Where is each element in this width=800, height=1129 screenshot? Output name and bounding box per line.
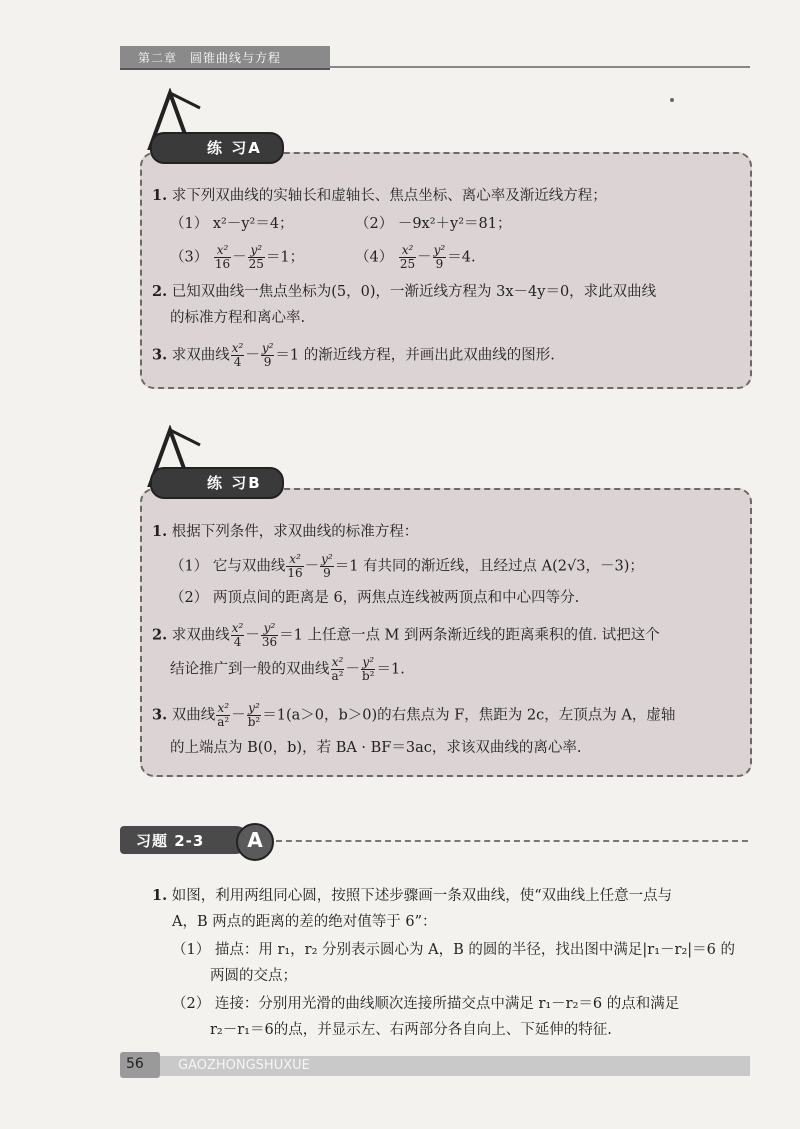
denominator: 4 <box>233 635 242 649</box>
page-number: 56 <box>126 1056 144 1072</box>
text: ＝1 的渐近线方程，并画出此双曲线的图形. <box>275 347 555 364</box>
ex-a-q2-line1: 已知双曲线一焦点坐标为(5，0)，一渐近线方程为 3x－4y＝0，求此双曲线 <box>171 284 657 300</box>
numerator: x² <box>286 553 303 567</box>
fraction <box>214 244 231 271</box>
minus: － <box>304 558 320 575</box>
text: ＝1 上任意一点 M 到两条渐近线的距离乘积的值. 试把这个 <box>279 627 660 644</box>
fraction <box>247 702 262 729</box>
numerator: y² <box>433 243 446 257</box>
ex-b-q3-line2: 的上端点为 B(0，b)，若 BA · BF＝3ac，求该双曲线的离心率. <box>170 740 582 756</box>
text: ＝1(a＞0，b＞0)的右焦点为 F，焦距为 2c，左顶点为 A，虚轴 <box>262 707 676 724</box>
text: 结论推广到一般的双曲线 <box>170 661 330 678</box>
hw-q1 <box>152 886 672 906</box>
hw-q1-step1-b: 两圆的交点； <box>210 968 297 984</box>
equals: ＝4. <box>447 249 476 266</box>
ex-a-q1-p2: （2） －9x²＋y²＝81； <box>355 216 512 232</box>
ex-a-q3-num: 3. <box>152 346 168 364</box>
text: ＝1. <box>376 661 405 678</box>
fraction <box>261 342 275 369</box>
chapter-title: 第二章 圆锥曲线与方程 <box>138 51 282 65</box>
denominator: 9 <box>263 355 272 369</box>
fraction <box>433 244 447 271</box>
homework-dashed-rule <box>276 840 748 842</box>
speck <box>670 98 674 102</box>
text: ＝1 有共同的渐近线，且经过点 A(2√3，－3)； <box>334 558 644 575</box>
homework-band <box>120 826 250 854</box>
fraction <box>399 244 416 271</box>
fraction <box>231 342 245 369</box>
denominator: 36 <box>261 635 278 649</box>
ex-b-q2 <box>152 622 660 649</box>
numerator: y² <box>248 701 260 715</box>
minus: － <box>245 347 260 364</box>
text: 双曲线 <box>171 707 216 724</box>
fraction <box>216 702 230 729</box>
ex-b-q2-line2 <box>170 656 405 683</box>
numerator: y² <box>261 622 278 636</box>
chapter-tab <box>120 46 330 70</box>
fraction <box>261 622 278 649</box>
homework-level-badge <box>236 823 274 861</box>
ex-b-q1-p2: （2） 两顶点间的距离是 6，两焦点连线被两顶点和中心四等分. <box>170 590 580 606</box>
exercise-a-title: 练 习A <box>207 139 262 157</box>
denominator: b² <box>247 715 261 729</box>
numerator: y² <box>321 552 333 566</box>
numerator: y² <box>248 244 265 258</box>
denominator: b² <box>361 669 375 683</box>
ex-a-q2-num: 2. <box>152 283 168 300</box>
minus: － <box>345 661 360 678</box>
hw-q1-line2: A，B 两点的距离的差的绝对值等于 6”： <box>172 914 437 930</box>
numerator: x² <box>231 341 244 355</box>
hw-q1-step2-b: r₂－r₁＝6的点，并显示左、右两部分各自向上、下延伸的特征. <box>210 1022 612 1038</box>
ex-b-q1-num: 1. <box>152 523 168 540</box>
numerator: x² <box>331 655 344 669</box>
text: （1） 它与双曲线 <box>170 558 286 575</box>
denominator: 9 <box>323 566 331 580</box>
fraction <box>231 622 245 649</box>
ex-a-q3 <box>152 342 555 369</box>
p3-label: （3） <box>170 249 209 266</box>
numerator: y² <box>261 341 274 355</box>
denominator: 25 <box>399 257 416 271</box>
ex-b-q3-num: 3. <box>152 706 168 724</box>
ex-a-q1-num: 1. <box>152 187 168 204</box>
text: 求双曲线 <box>171 627 230 644</box>
denominator: 16 <box>214 257 231 271</box>
hw-q1-line1: 如图，利用两组同心圆，按照下述步骤画一条双曲线，使“双曲线上任意一点与 <box>171 888 673 904</box>
ex-a-q1 <box>152 186 607 206</box>
minus: － <box>231 707 246 724</box>
fraction <box>331 656 345 683</box>
ex-b-q1-p1 <box>170 553 644 580</box>
page-number-box <box>120 1052 160 1078</box>
ex-a-q1-p3 <box>170 244 304 271</box>
numerator: x² <box>399 244 416 258</box>
minus: － <box>417 249 432 266</box>
numerator: y² <box>362 655 375 669</box>
numerator: x² <box>217 701 230 715</box>
header-rule <box>330 66 750 68</box>
exercise-a-badge <box>150 132 284 164</box>
hw-q1-step2-a: （2） 连接：分别用光滑的曲线顺次连接所描交点中满足 r₁－r₂＝6 的点和满足 <box>172 996 680 1012</box>
minus: － <box>232 249 247 266</box>
numerator: x² <box>214 244 231 258</box>
ex-a-q2 <box>152 282 656 302</box>
numerator: x² <box>231 621 244 635</box>
exercise-b-badge <box>150 467 284 499</box>
exercise-b-title: 练 习B <box>207 474 262 492</box>
equals: ＝1； <box>265 249 305 266</box>
denominator: a² <box>217 715 230 729</box>
series-name: GAOZHONGSHUXUE <box>178 1058 310 1073</box>
denominator: 4 <box>233 355 242 369</box>
ex-a-q1-p1: （1） x²－y²＝4； <box>170 216 294 232</box>
ex-b-q1 <box>152 522 418 542</box>
denominator: 9 <box>435 257 444 271</box>
p4-label: （4） <box>355 249 394 266</box>
denominator: 25 <box>248 257 264 271</box>
hw-q1-num: 1. <box>152 887 168 904</box>
fraction <box>320 553 334 580</box>
minus: － <box>245 627 260 644</box>
ex-a-q1-text: 求下列双曲线的实轴长和虚轴长、焦点坐标、离心率及渐近线方程； <box>171 188 607 204</box>
fraction <box>361 656 376 683</box>
ex-b-q3 <box>152 702 675 729</box>
text: 求双曲线 <box>171 347 230 364</box>
homework-level: A <box>247 828 263 852</box>
hw-q1-step1-a: （1） 描点：用 r₁，r₂ 分别表示圆心为 A，B 的圆的半径，找出图中满足|r₁－r₂|＝6 的 <box>172 942 735 958</box>
homework-title: 习题 2-3 <box>136 832 205 850</box>
fraction <box>248 244 265 271</box>
ex-b-q1-text: 根据下列条件，求双曲线的标准方程： <box>171 524 419 540</box>
chapter-header <box>120 46 750 70</box>
denominator: 16 <box>287 566 303 580</box>
ex-b-q2-num: 2. <box>152 626 168 644</box>
denominator: a² <box>331 669 344 683</box>
fraction <box>286 553 303 580</box>
ex-a-q1-p4 <box>355 244 476 271</box>
ex-a-q2-line2: 的标准方程和离心率. <box>170 310 306 326</box>
